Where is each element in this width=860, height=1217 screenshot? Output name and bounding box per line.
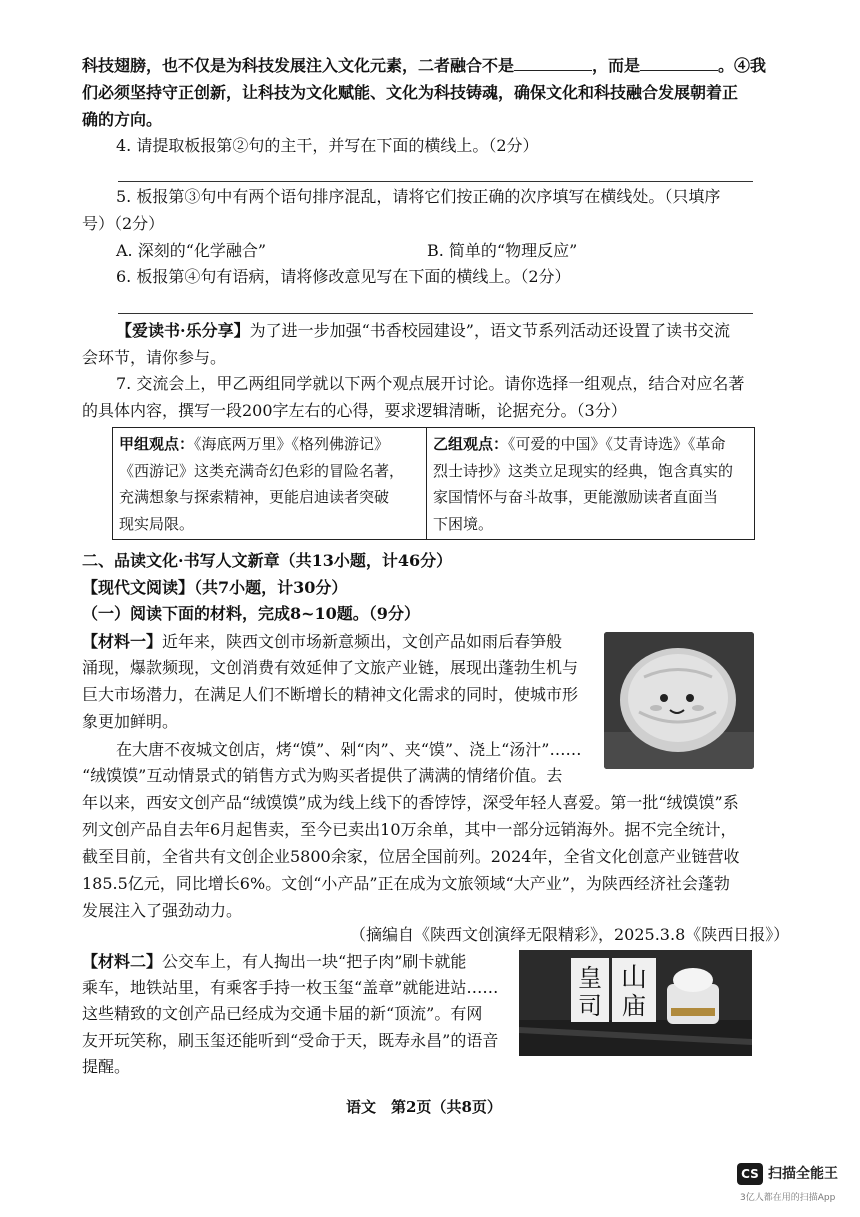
group-a-line: 充满想象与探索精神，更能启迪读者突破 <box>119 488 390 506</box>
part-1-heading: （一）阅读下面的材料，完成8~10题。（9分） <box>82 604 420 623</box>
material-2-line: 提醒。 <box>82 1057 131 1076</box>
text-segment: 《可爱的中国》《艾青诗选》《革命 <box>508 435 726 453</box>
material-1-line: 列文创产品自去年6月起售卖，至今已卖出10万余单，其中一部分远销海外。据不完全统计， <box>82 820 737 839</box>
plush-bun-illustration <box>604 632 754 769</box>
fill-blank-2[interactable] <box>640 56 718 71</box>
group-a-cell <box>119 431 404 537</box>
section-2-heading: 二、品读文化·书写人文新章（共13小题，计46分） <box>82 551 453 570</box>
material-1-line: 涌现，爆款频现，文创消费有效延伸了文旅产业链，展现出蓬勃生机与 <box>82 658 579 677</box>
seal-char: 皇 <box>578 964 602 992</box>
text-segment: 《海底两万里》《格列佛游记》 <box>194 435 390 453</box>
text-segment: 。④我 <box>718 56 767 75</box>
material-1-line: “绒馍馍”互动情景式的销售方式为购买者提供了满满的情绪价值。去 <box>82 766 563 785</box>
fill-blank-1[interactable] <box>514 56 592 71</box>
camscanner-logo: CS <box>737 1163 763 1185</box>
text-segment: 公交车上，有人掏出一块“把子肉”刷卡就能 <box>162 952 467 971</box>
question-7-line-2: 的具体内容，撰写一段200字左右的心得，要求逻辑清晰，论据充分。（3分） <box>82 401 627 420</box>
group-b-cell <box>433 431 733 537</box>
share-intro-line-2: 会环节，请你参与。 <box>82 348 227 367</box>
material-1-line: 截至目前，全省共有文创企业5800余家，位居全国前列。2024年，全省文化创意产业链营收 <box>82 847 740 866</box>
jade-seal-illustration <box>519 950 752 1056</box>
group-a-label: 甲组观点： <box>119 435 195 453</box>
modern-reading-heading: 【现代文阅读】（共7小题，计30分） <box>82 578 348 597</box>
material-1-line: 185.5亿元，同比增长6%。文创“小产品”正在成为文旅领域“大产业”，为陕西经济社会蓬勃 <box>82 874 730 893</box>
question-7-line-1: 7. 交流会上，甲乙两组同学就以下两个观点展开讨论。请你选择一组观点，结合对应名著 <box>116 374 745 393</box>
text-segment: 为了进一步加强“书香校园建设”，语文节系列活动还设置了读书交流 <box>249 321 730 340</box>
camscanner-name: 扫描全能王 <box>768 1166 838 1182</box>
material-1-heading: 【材料一】 <box>82 632 163 651</box>
question-5-line-2: 号）（2分） <box>82 214 165 233</box>
seal-char: 庙 <box>622 992 646 1020</box>
material-2-line: 这些精致的文创产品已经成为交通卡届的新“顶流”。有网 <box>82 1004 483 1023</box>
text-segment: 近年来，陕西文创市场新意频出，文创产品如雨后春笋般 <box>162 632 563 651</box>
option-b: B. 简单的“物理反应” <box>427 241 578 260</box>
group-a-line: 《西游记》这类充满奇幻色彩的冒险名著， <box>119 461 405 480</box>
material-2-line-1 <box>82 952 466 972</box>
text-segment: 科技翅膀，也不仅是为科技发展注入文化元素，二者融合不是 <box>82 56 515 75</box>
seal-char: 山 <box>620 963 648 993</box>
group-b-label: 乙组观点： <box>433 435 509 453</box>
material-1-line: 在大唐不夜城文创店，烤“馍”、剁“肉”、夹“馍”、浇上“汤汁”…… <box>116 740 582 759</box>
table-divider <box>426 428 427 539</box>
answer-line-q6[interactable] <box>118 313 753 314</box>
material-2-heading: 【材料二】 <box>82 952 163 971</box>
jade-seal-photo <box>519 950 752 1056</box>
passage-line-3: 确的方向。 <box>82 110 163 129</box>
page-footer: 语文 第2页（共8页） <box>346 1098 502 1116</box>
share-intro-line-1 <box>116 321 730 341</box>
material-1-line: 发展注入了强劲动力。 <box>82 901 243 920</box>
material-1-source: （摘编自《陕西文创演绎无限精彩》，2025.3.8《陕西日报》） <box>350 925 790 944</box>
passage-line-2: 们必须坚持守正创新，让科技为文化赋能、文化为科技铸魂，确保文化和科技融合发展朝着正 <box>82 83 739 102</box>
question-6: 6. 板报第④句有语病，请将修改意见写在下面的横线上。（2分） <box>116 267 571 286</box>
share-heading: 【爱读书·乐分享】 <box>116 321 250 340</box>
question-5-line-1: 5. 板报第③句中有两个语句排序混乱，请将它们按正确的次序填写在横线处。（只填序 <box>116 187 721 206</box>
text-segment: ，而是 <box>592 56 641 75</box>
plush-bun-photo <box>604 632 754 769</box>
material-1-line: 年以来，西安文创产品“绒馍馍”成为线上线下的香饽饽，深受年轻人喜爱。第一批“绒馍馍”系 <box>82 793 739 812</box>
camscanner-tagline: 3亿人都在用的扫描App <box>740 1193 836 1203</box>
seal-char: 司 <box>578 992 602 1020</box>
viewpoint-table <box>112 427 755 540</box>
option-a: A. 深刻的“化学融合” <box>116 241 267 260</box>
group-b-line: 家国情怀与奋斗故事，更能激励读者直面当 <box>433 488 719 506</box>
material-2-line: 友开玩笑称，刷玉玺还能听到“受命于天，既寿永昌”的语音 <box>82 1031 499 1050</box>
material-2-line: 乘车，地铁站里，有乘客手持一枚玉玺“盖章”就能进站…… <box>82 978 499 997</box>
material-1-line: 象更加鲜明。 <box>82 712 179 731</box>
group-b-line: 下困境。 <box>433 514 494 533</box>
passage-line-1 <box>82 56 766 76</box>
group-b-line: 烈士诗抄》这类立足现实的经典，饱含真实的 <box>433 461 734 480</box>
answer-line-q4[interactable] <box>118 181 753 182</box>
material-1-line-1 <box>82 632 562 652</box>
group-a-line: 现实局限。 <box>119 514 195 533</box>
material-1-line: 巨大市场潜力，在满足人们不断增长的精神文化需求的同时，使城市形 <box>82 685 579 704</box>
question-4: 4. 请提取板报第②句的主干，并写在下面的横线上。（2分） <box>116 136 539 155</box>
